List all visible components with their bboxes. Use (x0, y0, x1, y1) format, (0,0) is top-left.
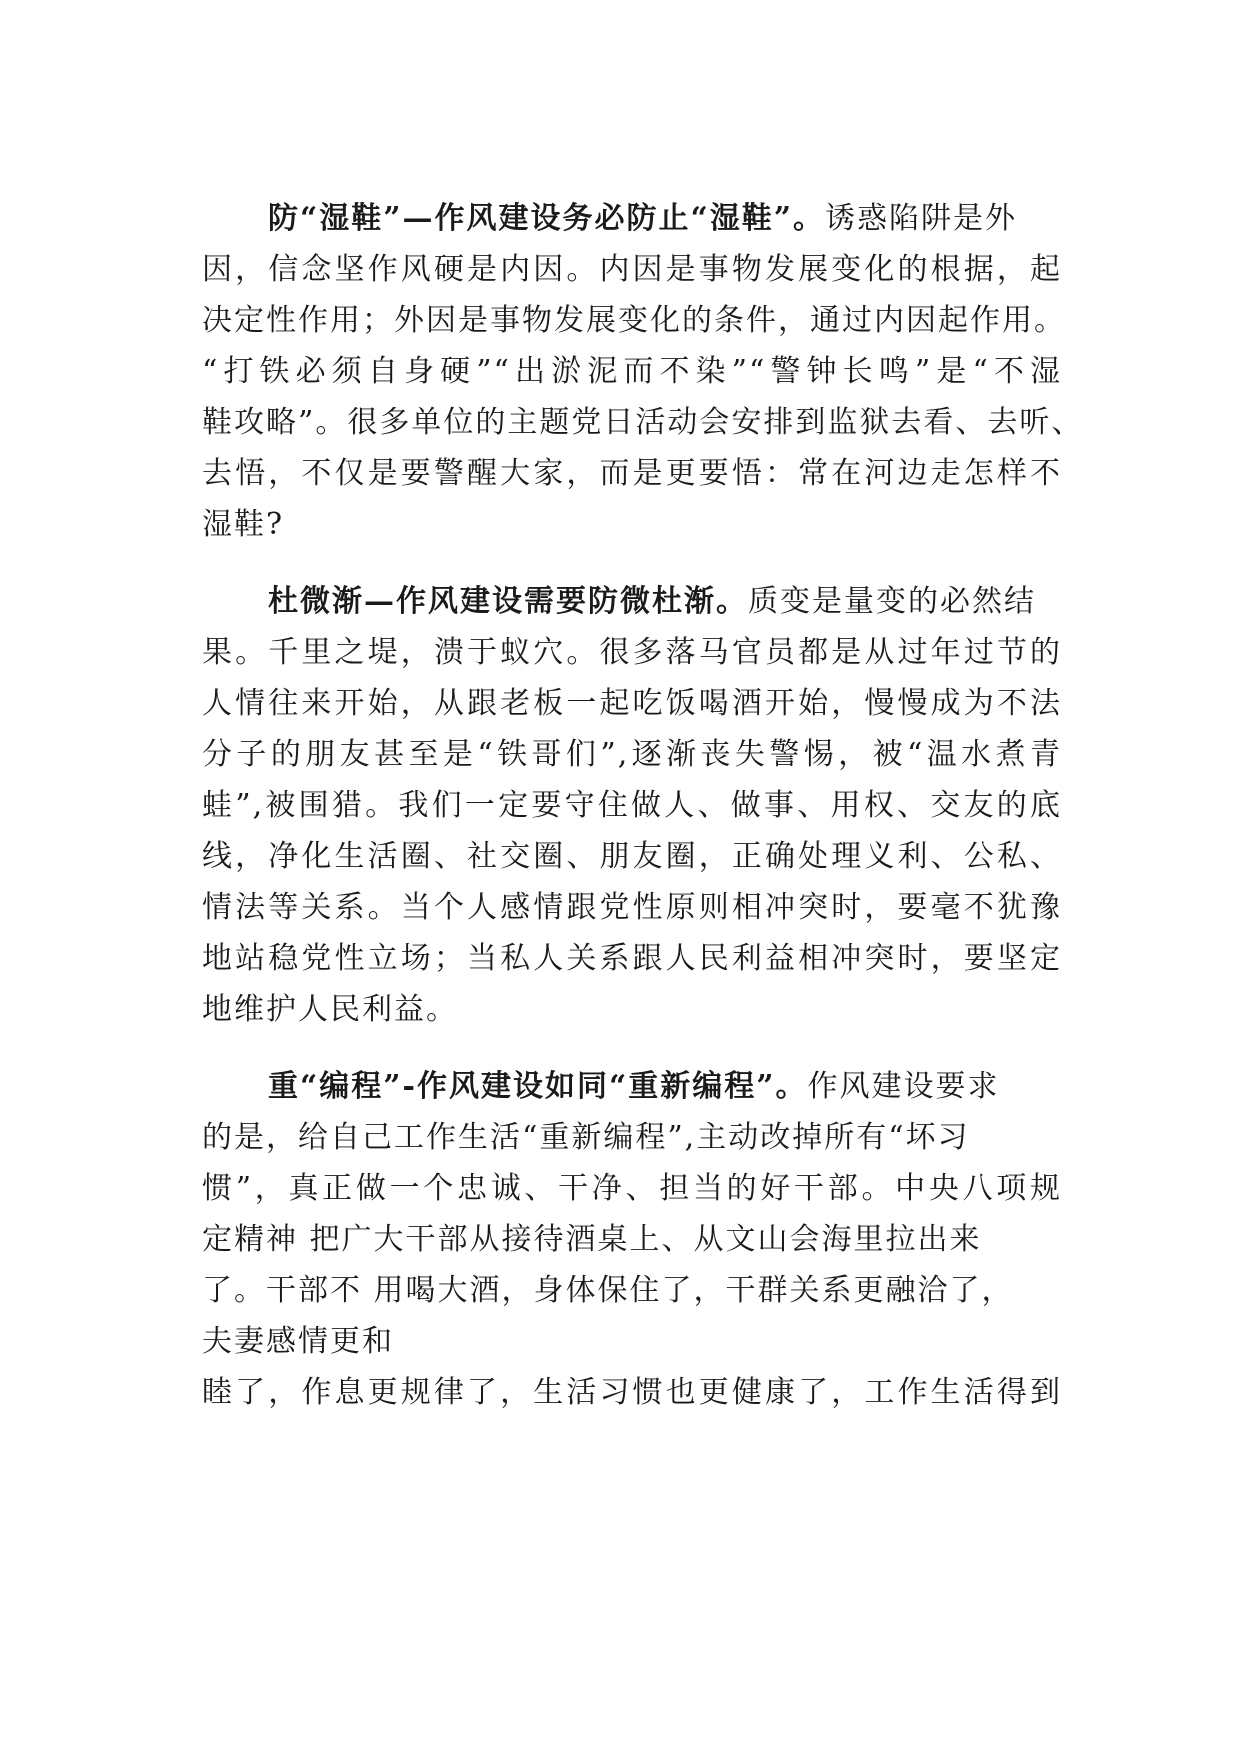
paragraph-3-line-5: 了。干部不 用喝大酒，身体保住了，干群关系更融洽了， (202, 1273, 1014, 1308)
paragraph-3-line-6: 夫妻感情更和 (202, 1324, 394, 1359)
paragraph-1-line-3: 决定性作用；外因是事物发展变化的条件，通过内因起作用。 (202, 303, 1066, 338)
paragraph-1-line-4: “打铁必须自身硬”“出淤泥而不染”“警钟长鸣”是“不湿 (202, 354, 1062, 389)
paragraph-1-line-2: 因，信念坚作风硬是内因。内因是事物发展变化的根据，起 (202, 252, 1062, 287)
paragraph-2-line-3: 人情往来开始，从跟老板一起吃饭喝酒开始，慢慢成为不法 (202, 686, 1062, 721)
paragraph-2-line-7: 情法等关系。当个人感情跟党性原则相冲突时，要毫不犹豫 (202, 890, 1062, 925)
paragraph-3-line-3: 惯”，真正做一个忠诚、干净、担当的好干部。中央八项规 (202, 1171, 1062, 1206)
paragraph-2-line-2: 果。千里之堤，溃于蚁穴。很多落马官员都是从过年过节的 (202, 635, 1062, 670)
paragraph-1-line-6: 去悟，不仅是要警醒大家，而是更要悟：常在河边走怎样不 (202, 456, 1062, 491)
paragraph-2-heading: 杜微渐—作风建设需要防微杜渐。 (268, 584, 748, 619)
paragraph-2-line-1 (268, 582, 1062, 622)
paragraph-2-line-5: 蛙”,被围猎。我们一定要守住做人、做事、用权、交友的底 (202, 788, 1062, 823)
paragraph-1-heading: 防“湿鞋”—作风建设务必防止“湿鞋”。 (268, 201, 826, 236)
paragraph-1-line-1 (268, 199, 1062, 239)
paragraph-1-line-7: 湿鞋? (202, 507, 285, 542)
paragraph-2-text: 质变是量变的必然结 (748, 584, 1036, 619)
paragraph-3-text: 作风建设要求 (807, 1069, 1000, 1104)
paragraph-2-line-4: 分子的朋友甚至是“铁哥们”,逐渐丧失警惕，被“温水煮青 (202, 737, 1062, 772)
paragraph-3-line-1 (268, 1067, 1062, 1107)
paragraph-3-line-4: 定精神 把广大干部从接待酒桌上、从文山会海里拉出来 (202, 1222, 982, 1257)
paragraph-3-line-7: 睦了，作息更规律了，生活习惯也更健康了，工作生活得到 (202, 1375, 1062, 1410)
paragraph-3-line-2: 的是，给自己工作生活“重新编程”,主动改掉所有“坏习 (202, 1120, 970, 1155)
paragraph-3-heading: 重“编程”-作风建设如同“重新编程”。 (268, 1069, 808, 1104)
paragraph-1-line-5: 鞋攻略”。很多单位的主题党日活动会安排到监狱去看、去听、 (202, 405, 1084, 440)
paragraph-2-line-8: 地站稳党性立场；当私人关系跟人民利益相冲突时，要坚定 (202, 941, 1062, 976)
paragraph-2-line-9: 地维护人民利益。 (202, 992, 458, 1027)
paragraph-1-text: 诱惑陷阱是外 (825, 201, 1018, 236)
paragraph-2-line-6: 线，净化生活圈、社交圈、朋友圈，正确处理义利、公私、 (202, 839, 1062, 874)
